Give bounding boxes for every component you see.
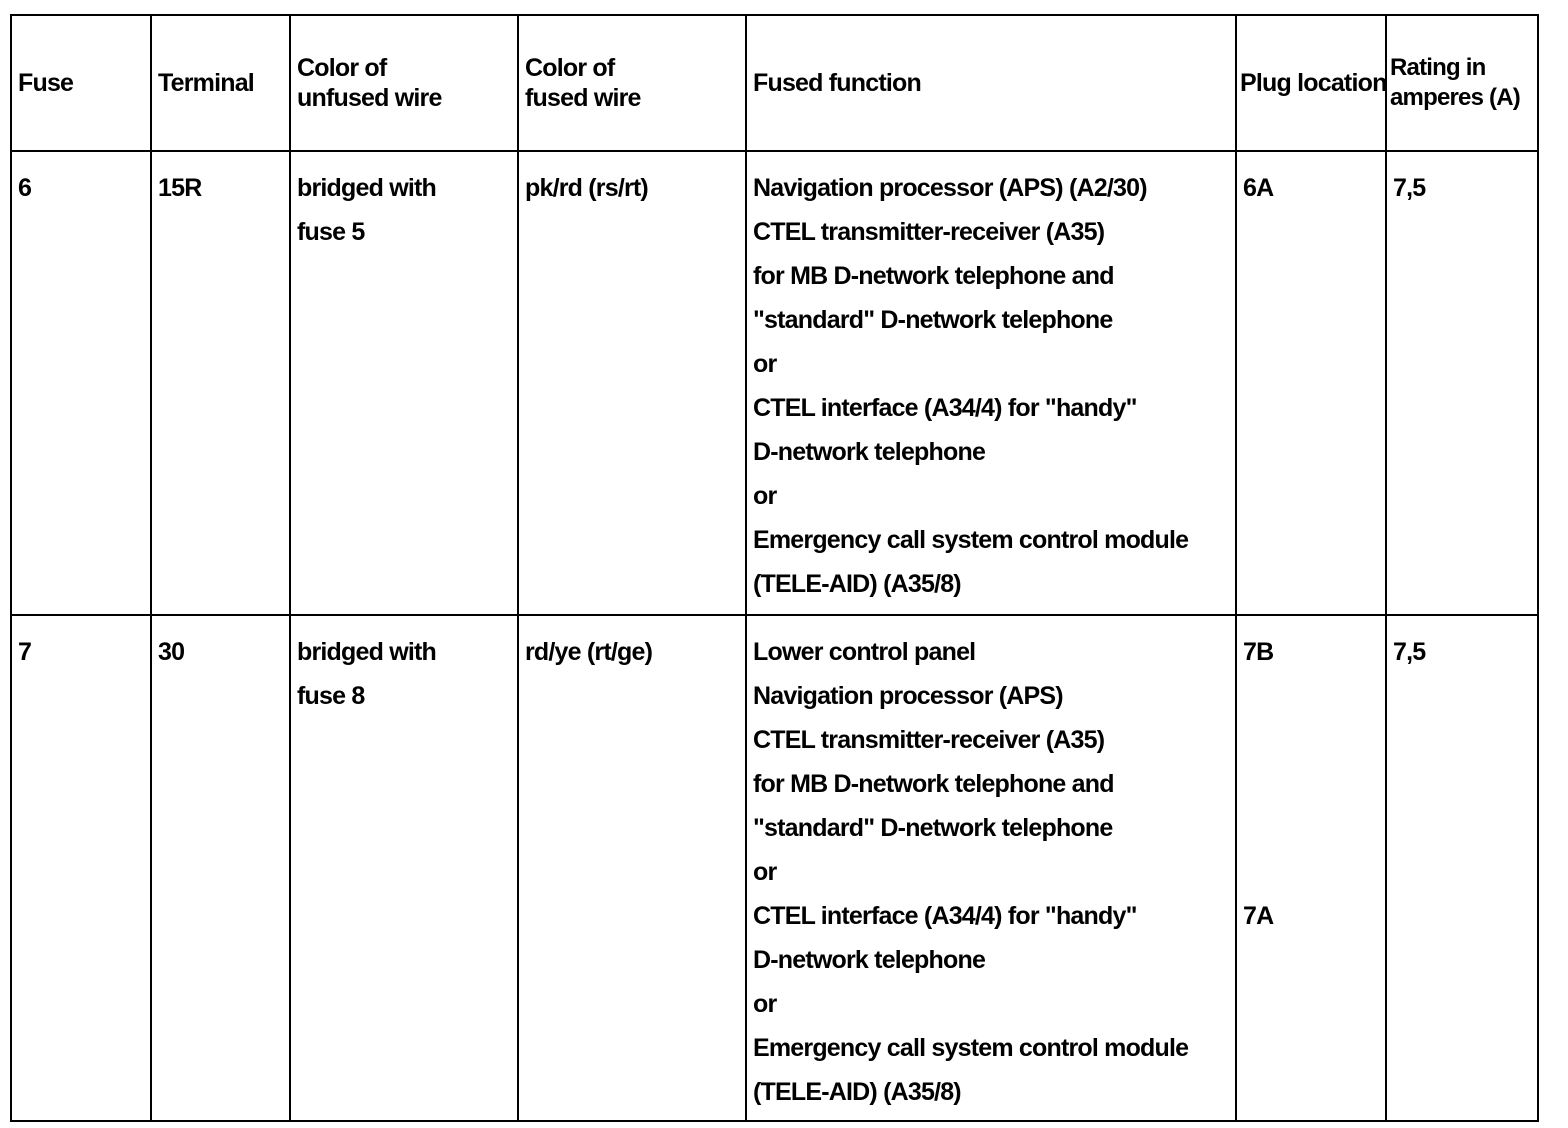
cell-fused-wire: rd/ye (rt/ge) xyxy=(518,615,746,1121)
cell-unfused-wire: bridged with fuse 8 xyxy=(290,615,518,1121)
cell-terminal: 30 xyxy=(151,615,290,1121)
header-fused-function: Fused function xyxy=(746,15,1236,151)
cell-unfused-wire: bridged with fuse 5 xyxy=(290,151,518,615)
header-unfused-wire-color: Color of unfused wire xyxy=(290,15,518,151)
cell-rating: 7,5 xyxy=(1386,615,1538,1121)
cell-fuse: 7 xyxy=(11,615,151,1121)
header-plug-location: Plug location xyxy=(1236,15,1386,151)
table-row xyxy=(11,615,1538,1121)
cell-plug-location: 6A xyxy=(1236,151,1386,615)
cell-fused-function: Lower control panel Navigation processor (APS) CTEL transmitter-receiver (A35) for MB D-network telephone and "standard" D-network telephone or CTEL interface (A34/4) for "handy" D-network telephone or Emergency call system control module (TELE-AID) (A35/8) xyxy=(746,615,1236,1121)
header-row xyxy=(11,15,1538,151)
cell-plug-location: 7B 7A xyxy=(1236,615,1386,1121)
header-terminal: Terminal xyxy=(151,15,290,151)
cell-terminal: 15R xyxy=(151,151,290,615)
cell-fused-wire: pk/rd (rs/rt) xyxy=(518,151,746,615)
cell-fuse: 6 xyxy=(11,151,151,615)
table-row xyxy=(11,151,1538,615)
cell-fused-function: Navigation processor (APS) (A2/30) CTEL transmitter-receiver (A35) for MB D-network telephone and "standard" D-network telephone or CTEL interface (A34/4) for "handy" D-network telephone or Emergency call system control module (TELE-AID) (A35/8) xyxy=(746,151,1236,615)
header-fuse: Fuse xyxy=(11,15,151,151)
header-fused-wire-color: Color of fused wire xyxy=(518,15,746,151)
cell-rating: 7,5 xyxy=(1386,151,1538,615)
fuse-table xyxy=(10,14,1539,1122)
header-rating: Rating in amperes (A) xyxy=(1386,15,1538,151)
